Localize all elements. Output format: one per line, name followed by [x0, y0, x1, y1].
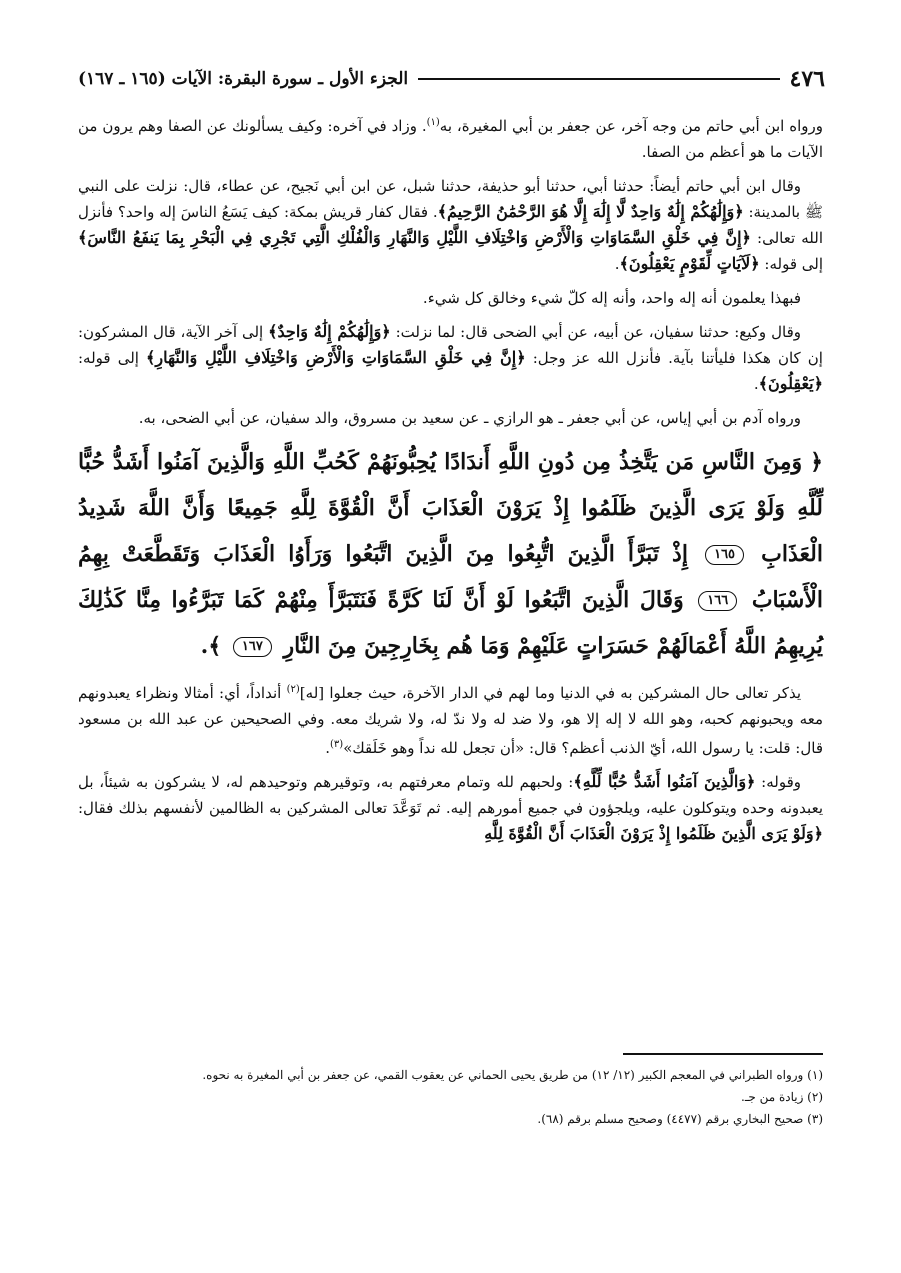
paragraph-2: وقال ابن أبي حاتم أيضاً: حدثنا أبي، حدثنا أبو حذيفة، حدثنا شبل، عن ابن أبي نَجيح، عن عطاء، قال: نزلت على النبي ﷺ بالمدينة: ﴿وَإِلَٰهُكُمْ إِلَٰهٌ وَاحِدٌ لَّا إِلَٰهَ إِلَّا هُوَ الرَّحْمَٰنُ الرَّحِيمُ﴾. فقال كفار قريش بمكة: كيف يَسَعُ الناسَ إله واحد؟ فأنزل الله تعالى: ﴿إِنَّ فِي خَلْقِ السَّمَاوَاتِ وَالْأَرْضِ وَاخْتِلَافِ اللَّيْلِ وَالنَّهَارِ وَالْفُلْكِ الَّتِي تَجْرِي فِي الْبَحْرِ بِمَا يَنفَعُ النَّاسَ﴾ إلى قوله: ﴿لَآيَاتٍ لِّقَوْمٍ يَعْقِلُونَ﴾. — [78, 177, 824, 273]
footnote-1: (١) ورواه الطبراني في المعجم الكبير (١٢/ ١٢) من طريق يحيى الحماني عن يعقوب القمي، عن جعفر بن أبي المغيرة به نحوه. — [202, 1068, 823, 1082]
running-title: الجزء الأول ـ سورة البقرة: الآيات (١٦٥ ـ ١٦٧) — [78, 69, 409, 89]
page-number: ٤٧٦ — [789, 66, 825, 92]
quran-verse-block: ﴿ وَمِنَ النَّاسِ مَن يَتَّخِذُ مِن دُونِ اللَّهِ أَندَادًا يُحِبُّونَهُمْ كَحُبِّ اللَّهِ وَالَّذِينَ آمَنُوا أَشَدُّ حُبًّا لِّلَّهِ وَلَوْ يَرَى الَّذِينَ ظَلَمُوا إِذْ يَرَوْنَ الْعَذَابَ أَنَّ الْقُوَّةَ لِلَّهِ جَمِيعًا وَأَنَّ اللَّهَ شَدِيدُ الْعَذَابِ ١٦٥ إِذْ تَبَرَّأَ الَّذِينَ اتُّبِعُوا مِنَ الَّذِينَ اتَّبَعُوا وَرَأَوُا الْعَذَابَ وَتَقَطَّعَتْ بِهِمُ الْأَسْبَابُ ١٦٦ وَقَالَ الَّذِينَ اتَّبَعُوا لَوْ أَنَّ لَنَا كَرَّةً فَنَتَبَرَّأَ مِنْهُمْ كَمَا تَبَرَّءُوا مِنَّا كَذَٰلِكَ يُرِيهِمُ اللَّهُ أَعْمَالَهُمْ حَسَرَاتٍ عَلَيْهِمْ وَمَا هُم بِخَارِجِينَ مِنَ النَّارِ ١٦٧ ﴾. — [78, 449, 823, 659]
ayah-number-166: ١٦٦ — [698, 591, 737, 611]
footnote-2: (٢) زيادة من جـ. — [741, 1090, 823, 1104]
paragraph-6: يذكر تعالى حال المشركين به في الدنيا وما لهم في الدار الآخرة، حيث جعلوا [له]$^{(٢)}$ أنداداً، أي: أمثالا ونظراء يعبدونهم معه ويحبونهم كحبه، وهو الله لا إله إلا هو، ولا ضد له ولا ندّ له، ولا شريك معه. وفي الصحيحين عن عبد الله بن مسعود قال: قلت: يا رسول الله، أيّ الذنب أعظم؟ قال: «أن تجعل لله نداً وهو خَلَقك»$^{(٣)}$. — [78, 684, 823, 757]
quran-quote: ﴿وَإِلَٰهُكُمْ إِلَٰهٌ وَاحِدٌ﴾ — [268, 322, 391, 341]
footnote-ref-2: (٢) — [286, 684, 300, 695]
footnote-3: (٣) صحيح البخاري برقم (٤٤٧٧) وصحيح مسلم برقم (٦٨). — [537, 1112, 823, 1126]
quran-quote: ﴿إِنَّ فِي خَلْقِ السَّمَاوَاتِ وَالْأَرْضِ وَاخْتِلَافِ اللَّيْلِ وَالنَّهَارِ وَالْفُلْكِ الَّتِي تَجْرِي فِي الْبَحْرِ بِمَا يَنفَعُ النَّاسَ﴾ — [78, 228, 751, 247]
footnotes — [78, 1064, 823, 1130]
ayah-number-165: ١٦٥ — [705, 545, 744, 565]
ayah-number-167: ١٦٧ — [233, 637, 272, 657]
main-text — [78, 110, 823, 855]
paragraph-5: ورواه آدم بن أبي إياس، عن أبي جعفر ـ هو الرازي ـ عن سعيد بن مسروق، والد سفيان، عن أبي الضحى، به. — [138, 409, 801, 427]
footnote-ref-3: (٣) — [330, 739, 344, 750]
quran-quote: ﴿وَلَوْ يَرَى الَّذِينَ ظَلَمُوا إِذْ يَرَوْنَ الْعَذَابَ أَنَّ الْقُوَّةَ لِلَّهِ — [484, 824, 823, 843]
quran-quote: ﴿لَآيَاتٍ لِّقَوْمٍ يَعْقِلُونَ﴾ — [619, 254, 760, 273]
paragraph-3: فبهذا يعلمون أنه إله واحد، وأنه إله كلّ شيء وخالق كل شيء. — [422, 289, 801, 307]
paragraph-7: وقوله: ﴿وَالَّذِينَ آمَنُوا أَشَدُّ حُبًّا لِّلَّهِ﴾: ولحبهم لله وتمام معرفتهم به، وتوقيرهم وتوحيدهم له، لا يشركون به شيئاً، بل يعبدونه وحده ويتوكلون عليه، ويلجؤون في جميع أمورهم إليه. ثم تَوَعَّدَ تعالى المشركين به الظالمين لأنفسهم بذلك فقال: ﴿وَلَوْ يَرَى الَّذِينَ ظَلَمُوا إِذْ يَرَوْنَ الْعَذَابَ أَنَّ الْقُوَّةَ لِلَّهِ — [78, 772, 823, 843]
page-header — [78, 64, 825, 94]
header-rule — [418, 78, 779, 80]
quran-quote: ﴿يَعْقِلُونَ﴾ — [758, 374, 823, 393]
paragraph-1: ورواه ابن أبي حاتم من وجه آخر، عن جعفر بن أبي المغيرة، به$^{(١)}$. وزاد في آخره: وكيف يسألونك عن الصفا وهم يرون من الآيات ما هو أعظم من الصفا. — [78, 117, 823, 161]
quran-quote: ﴿وَإِلَٰهُكُمْ إِلَٰهٌ وَاحِدٌ لَّا إِلَٰهَ إِلَّا هُوَ الرَّحْمَٰنُ الرَّحِيمُ﴾ — [437, 202, 744, 221]
footnote-rule — [623, 1053, 823, 1055]
paragraph-4: وقال وكيع: حدثنا سفيان، عن أبيه، عن أبي الضحى قال: لما نزلت: ﴿وَإِلَٰهُكُمْ إِلَٰهٌ وَاحِدٌ﴾ إلى آخر الآية، قال المشركون: إن كان هكذا فليأتنا بآية. فأنزل الله عز وجل: ﴿إِنَّ فِي خَلْقِ السَّمَاوَاتِ وَالْأَرْضِ وَاخْتِلَافِ اللَّيْلِ وَالنَّهَارِ﴾ إلى قوله: ﴿يَعْقِلُونَ﴾. — [78, 322, 823, 393]
quran-quote: ﴿وَالَّذِينَ آمَنُوا أَشَدُّ حُبًّا لِّلَّهِ﴾ — [573, 772, 756, 791]
footnote-ref-1: (١) — [426, 117, 440, 128]
quran-quote: ﴿إِنَّ فِي خَلْقِ السَّمَاوَاتِ وَالْأَرْضِ وَاخْتِلَافِ اللَّيْلِ وَالنَّهَارِ﴾ — [146, 348, 526, 367]
